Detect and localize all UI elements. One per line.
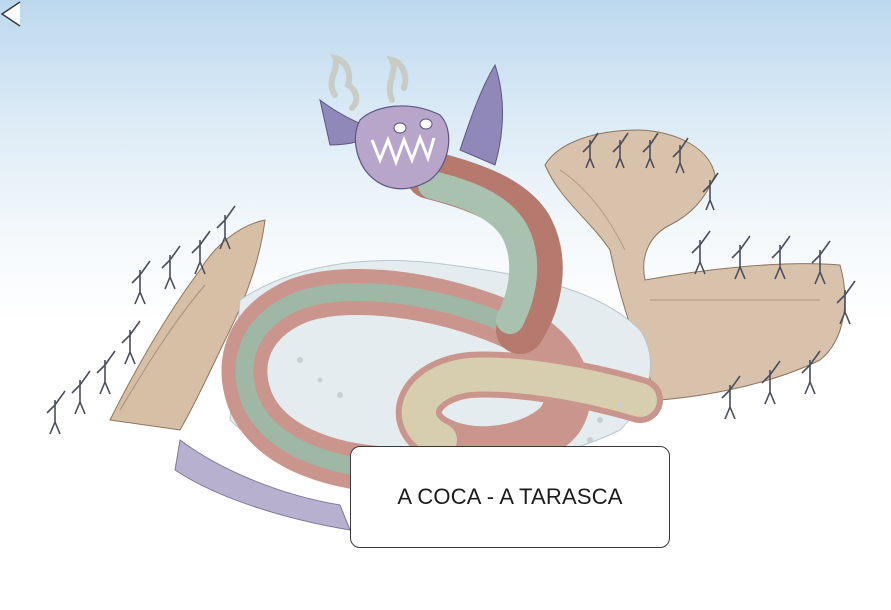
caption-text: A COCA - A TARASCA: [397, 484, 623, 509]
caption-callout: [350, 446, 670, 548]
serpent-fin: [460, 65, 503, 165]
smoke: [331, 58, 356, 108]
callout-tail: [0, 0, 22, 28]
